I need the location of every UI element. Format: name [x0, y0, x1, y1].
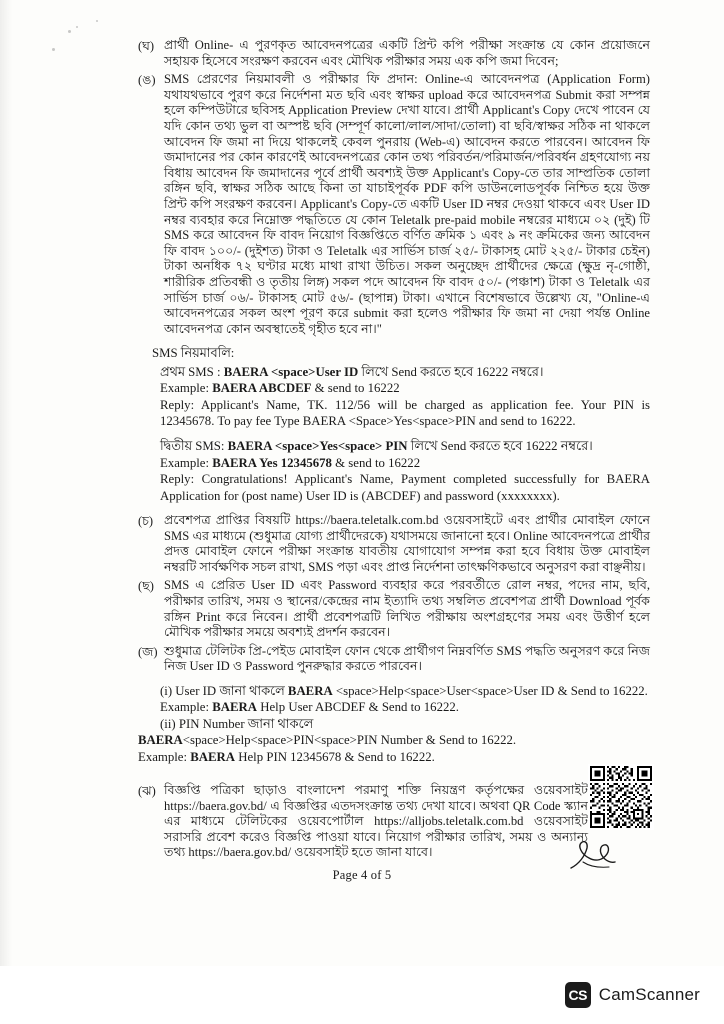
sms-first-suffix: লিখে Send করতে হবে 16222 নম্বরে। [361, 364, 544, 379]
sms-first-format [160, 364, 650, 380]
list-marker: (চ) [138, 513, 154, 528]
sms-first-command: BAERA <space>User ID [223, 364, 359, 379]
sms-second-example [160, 455, 650, 471]
recovery-ii-command-rest: <space>Help<space>PIN<space>PIN Number & Send to 16222. [182, 733, 517, 748]
sms-second-example-rest: & send to 16222 [335, 455, 421, 470]
recovery-ii-example-brand: BAERA [190, 749, 236, 764]
sms-first-reply: Reply: Applicant's Name, TK. 112/56 will be charged as application fee. Your PIN is 12345678. To pay fee Type BAERA <Space>Yes<space>PIN and send to 16222. [160, 397, 650, 428]
recovery-i-label: (i) [160, 683, 173, 698]
recovery-i-line [160, 683, 650, 699]
recovery-ii-command-brand: BAERA [138, 733, 183, 748]
page-number: Page 4 of 5 [332, 868, 392, 882]
qr-code[interactable] [588, 764, 654, 830]
sms-second-label: দ্বিতীয় SMS: [160, 439, 225, 454]
list-item [138, 513, 650, 575]
recovery-ii-line [160, 716, 650, 732]
recovery-i-text: User ID জানা থাকলে [175, 683, 285, 698]
list-text: SMS প্রেরণের নিয়মাবলী ও পরীক্ষার ফি প্রদান: Online-এ আবেদনপত্র (Application Form) যথাযথভাবে পুরণ করে নির্দেশনা মত ছবি এবং স্বাক্ষর upload করে আবেদনপত্র Submit করা সম্পন্ন হলে কম্পিউটারে ছবিসহ Application Preview দেখা যাবে। প্রার্থী Applicant's Copy দেখে পাবেন যে যদি কোন তথ্য ভুল বা অস্পষ্ট ছবি (সম্পূর্ণ কালো/লাল/সাদা/তোলা) বা ছবি/স্বাক্ষর সঠিক না থাকলে আবেদন ফি জমা না দিয়ে থাকলেই কেবল পুনরায় (Web-এ) আবেদন করতে পারবেন। আবেদন ফি জমাদানের পর কোন কারণেই আবেদনপত্রের কোন তথ্য পরিবর্তন/পরিমার্জন/পরিবর্ধন গ্রহণযোগ্য নয় বিধায় আবেদন ফি জমাদানের পূর্বে প্রার্থী অবশ্যই উক্ত Applicant's Copy-তে তার সাম্প্রতিক তোলা রঙ্গিন ছবি, স্বাক্ষর সঠিক আছে কিনা তা যাচাইপূর্বক PDF কপি ডাউনলোডপূর্বক নিশ্চিত হয়ে উক্ত প্রিন্ট কপি সংরক্ষণ করবেন। Applicant's Copy-তে একটি User ID নম্বর দেওয়া থাকবে এবং User ID নম্বর ব্যবহার করে নিম্নোক্ত পদ্ধতিতে যে কোন Teletalk pre-paid mobile নম্বরের মাধ্যমে ০২ (দুই) টি SMS করে আবেদন ফি বাবদ নিয়োগ বিজ্ঞপ্তিতে বর্ণিত ক্রমিক ১ এবং ৯ নং ক্রমিকের জন্য আবেদন ফি বাবদ ১০০/- (দুইশত) টাকা ও Teletalk এর সার্ভিস চার্জ ২৫/- টাকাসহ মোট ২২৫/- টাকার চেইন) টাকা অনধিক ৭২ ঘণ্টার মধ্যে মাথা রাখা উচিত। সকল অনুচ্ছেদ প্রার্থীদের ক্ষেত্রে (ক্ষুদ্র নৃ-গোষ্ঠী, শারীরিক প্রতিবন্ধী ও তৃতীয় লিঙ্গ) সকল পদে আবেদন ফি বাবদ ৫০/- (পঞ্চাশ) টাকা ও Teletalk এর সার্ভিস চার্জ ০৬/- টাকাসহ মোট ৫৬/- (ছাপান্ন) টাকা। এখানে বিশেষভাবে উল্লেখ্য যে, "Online-এ আবেদনপত্রের সকল অংশ পূরণ করে submit করা হলেও পরীক্ষার ফি জমা না দেয়া পর্যন্ত Online আবেদনপত্র কোন অবস্থাতেই গৃহীত হবে না।" [164, 72, 650, 336]
list-item [138, 578, 650, 640]
recovery-ii-example-rest: Help PIN 12345678 & Send to 16222. [238, 749, 435, 764]
recovery-i-example-rest: Help User ABCDEF & Send to 16222. [260, 700, 459, 715]
camscanner-watermark [0, 966, 724, 1024]
recovery-i-example [160, 699, 650, 715]
recovery-ii-example-label: Example: [138, 749, 188, 764]
list-item [138, 38, 650, 69]
password-recovery-block [138, 683, 650, 765]
list-marker: (ঘ) [138, 39, 155, 53]
list-marker: (জ) [138, 644, 158, 659]
camscanner-label: CamScanner [598, 985, 700, 1004]
sms-rules-heading: SMS নিয়মাবলি: [152, 346, 235, 361]
document-body [138, 38, 650, 864]
sms-first-label: প্রথম SMS : [160, 364, 221, 379]
list-marker: (ঝ) [138, 783, 156, 798]
list-marker: (ছ) [138, 579, 154, 594]
recovery-i-command-rest: <space>Help<space>User<space>User ID & Send to 16222. [335, 683, 648, 698]
scan-speck [96, 20, 98, 22]
list-text: SMS এ প্রেরিত User ID এবং Password ব্যবহার করে পরবর্তীতে রোল নম্বর, পদের নাম, ছবি, পরীক্ষার তারিখ, সময় ও স্থানের/কেন্দ্রের নাম ইত্যাদি তথ্য সম্বলিত প্রবেশপত্র প্রার্থী Download পূর্বক রঙ্গিন Print করে নিবেন। প্রার্থী প্রবেশপত্রটি লিখিত পরীক্ষায় অংশগ্রহণের সময় এবং উত্তীর্ণ হলে মৌখিক পরীক্ষার সময়ে অবশ্যই প্রদর্শন করবেন। [164, 578, 650, 640]
recovery-i-example-brand: BAERA [212, 700, 258, 715]
sms-second-command: BAERA <space>Yes<space> PIN [227, 439, 408, 454]
list-text: বিজ্ঞপ্তি পত্রিকা ছাড়াও বাংলাদেশ পরমাণু শক্তি নিয়ন্ত্রণ কর্তৃপক্ষের ওয়েবসাইট https://baera.gov.bd/ এ বিজ্ঞপ্তির এতদসংক্রান্ত তথ্য দেখা যাবে। অথবা QR Code স্ক্যান এর মাধ্যমে টেলিটকের ওয়েবপোর্টাল https://alljobs.teletalk.com.bd ওয়েবসাইট সরাসরি প্রবেশ করেও বিজ্ঞপ্তি পাওয়া যাবে। নিয়োগ পরীক্ষার তারিখ, সময় ও অন্যান্য তথ্য https://baera.gov.bd/ ওয়েবসাইট হতে জানা যাবে। [164, 782, 588, 860]
list-text: প্রার্থী Online- এ পুরণকৃত আবেদনপত্রের একটি প্রিন্ট কপি পরীক্ষা সংক্রান্ত যে কোন প্রয়োজনে সহায়ক হিসেবে সংরক্ষণ করবেন এবং মৌখিক পরীক্ষার সময় এক কপি জমা দিবেন; [164, 38, 650, 68]
list-marker: (ঙ) [138, 73, 156, 88]
qr-code-image [590, 766, 652, 828]
list-item [138, 72, 650, 337]
recovery-ii-label: (ii) [160, 716, 176, 731]
recovery-ii-text: PIN Number জানা থাকলে [178, 716, 314, 731]
recovery-i-example-label: Example: [160, 700, 210, 715]
camscanner-logo-icon: CS [565, 982, 591, 1008]
sms-first-example-label: Example: [160, 381, 210, 396]
sms-second-example-label: Example: [160, 455, 210, 470]
list-text: প্রবেশপত্র প্রাপ্তির বিষয়টি https://baera.teletalk.com.bd ওয়েবসাইটে এবং প্রার্থীর মোবাইল ফোনে SMS এর মাধ্যমে (শুধুমাত্র যোগ্য প্রার্থীদেরকে) যথাসময়ে জানানো হবে। Online আবেদনপত্রে প্রার্থীর প্রদত্ত মোবাইল ফোনে পরীক্ষা সংক্রান্ত যাবতীয় যোগাযোগ সম্পন্ন করা হবে বিধায় উক্ত মোবাইল নম্বরটি সার্বক্ষণিক সচল রাখা, SMS পড়া এবং প্রাপ্ত নির্দেশনা তাৎক্ষণিকভাবে অনুসরণ করা বাঞ্ছনীয়। [164, 512, 650, 574]
sms-second-suffix: লিখে Send করতে হবে 16222 নম্বরে। [410, 439, 593, 454]
recovery-ii-command [138, 732, 650, 748]
scan-speck [68, 30, 71, 33]
sms-first-example [160, 380, 650, 396]
sms-second-example-command: BAERA Yes 12345678 [212, 455, 332, 470]
scan-speck [76, 26, 78, 28]
list-text: শুধুমাত্র টেলিটক প্রি-পেইড মোবাইল ফোন থেকে প্রার্থীগণ নিম্নবর্ণিত SMS পদ্ধতি অনুসরণ করে নিজ নিজ User ID ও Password পুনরুদ্ধার করতে পারবেন। [164, 643, 650, 674]
list-item [138, 644, 650, 675]
sms-first-example-command: BAERA ABCDEF [212, 381, 312, 396]
sms-second-format [160, 438, 650, 454]
scan-speck [52, 48, 55, 51]
sms-second-reply: Reply: Congratulations! Applicant's Name, Payment completed successfully for BAERA Application for (post name) User ID is (ABCDEF) and password (xxxxxxxx). [160, 472, 650, 503]
recovery-ii-example [138, 749, 650, 765]
recovery-i-command-brand: BAERA [287, 683, 333, 698]
sms-rules-block [138, 345, 650, 504]
sms-first-example-rest: & send to 16222 [314, 381, 400, 396]
